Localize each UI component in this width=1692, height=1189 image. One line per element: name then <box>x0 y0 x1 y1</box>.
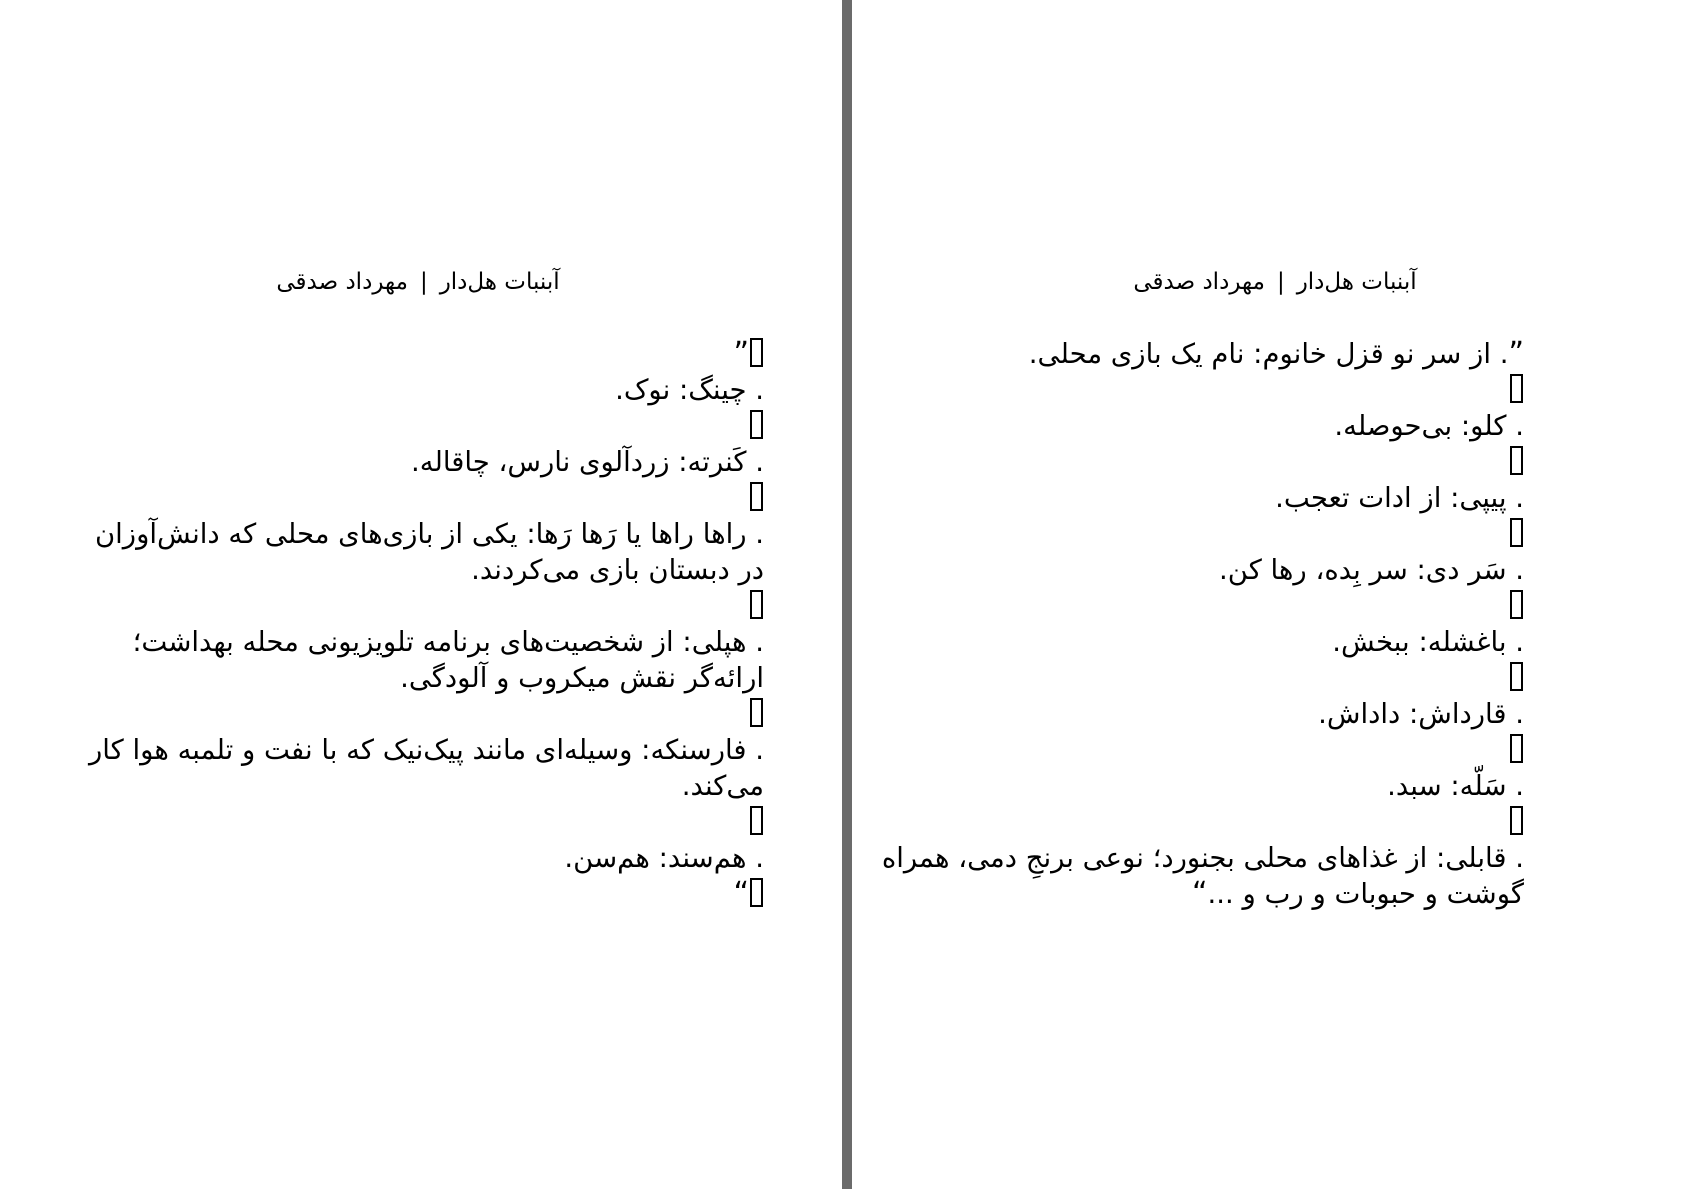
glossary-notes <box>74 336 764 912</box>
glossary-entry: . باغشله: ببخش. <box>1332 626 1524 658</box>
note-marker <box>1510 518 1523 547</box>
glossary-entry-last <box>834 840 1524 912</box>
note-marker-line <box>834 588 1524 624</box>
glossary-entry: . هپلی: از شخصیت‌های برنامه تلویزیونی محله بهداشت؛ ارائه‌گر نقش میکروب و آلودگی. <box>132 626 764 694</box>
glossary-entry: . راها راها یا رَها رَها: یکی از بازی‌های محلی که دانش‌آوزان در دبستان بازی می‌کردند. <box>94 518 764 586</box>
running-header <box>1122 268 1428 296</box>
note-marker <box>750 698 763 727</box>
note-marker <box>1510 806 1523 835</box>
right-page <box>852 0 1692 1189</box>
note-marker-line <box>74 876 764 912</box>
note-marker-line <box>74 696 764 732</box>
note-marker <box>750 410 763 439</box>
note-marker <box>750 878 763 907</box>
glossary-entry: . کَنرته: زردآلوی نارس، چاقاله. <box>410 446 764 478</box>
glossary-entry-first <box>834 336 1524 372</box>
note-marker <box>750 338 763 367</box>
glossary-entry: . سَلّه: سبد. <box>1387 770 1524 802</box>
note-marker-line <box>834 372 1524 408</box>
glossary-notes <box>834 336 1524 912</box>
note-marker-line <box>74 804 764 840</box>
note-marker <box>750 590 763 619</box>
note-marker-line <box>834 732 1524 768</box>
glossary-entry: . فارسنکه: وسیله‌ای مانند پیک‌نیک که با نفت و تلمبه هوا کار می‌کند. <box>88 734 764 802</box>
glossary-entry: . کلو: بی‌حوصله. <box>1334 410 1524 442</box>
note-marker <box>1510 446 1523 475</box>
note-marker <box>750 482 763 511</box>
note-marker <box>1510 374 1523 403</box>
author-name: مهرداد صدقی <box>276 269 408 295</box>
note-marker <box>1510 734 1523 763</box>
left-page <box>0 0 842 1189</box>
author-name: مهرداد صدقی <box>1133 269 1265 295</box>
note-marker-line <box>74 336 764 372</box>
note-marker <box>750 806 763 835</box>
glossary-entry: . از سر نو قزل خانوم: نام یک بازی محلی. <box>1028 338 1509 370</box>
book-title: آبنبات هل‌دار <box>439 269 560 295</box>
note-marker-line <box>74 408 764 444</box>
glossary-entry: . سَر دی: سر بِده، رها کن. <box>1219 554 1524 586</box>
note-marker <box>1510 662 1523 691</box>
glossary-entry: . قابلی: از غذاهای محلی بجنورد؛ نوعی برنجِ دمی، همراه گوشت و حبوبات و رب و ... <box>881 842 1524 910</box>
note-marker-line <box>834 516 1524 552</box>
book-title: آبنبات هل‌دار <box>1296 269 1417 295</box>
glossary-entry: . هم‌سند: هم‌سن. <box>564 842 764 874</box>
close-quote: “ <box>1192 876 1208 911</box>
close-quote: “ <box>733 876 749 911</box>
note-marker <box>1510 590 1523 619</box>
glossary-entry: . چینگ: نوک. <box>615 374 764 406</box>
note-marker-line <box>74 588 764 624</box>
note-marker-line <box>834 804 1524 840</box>
note-marker-line <box>74 480 764 516</box>
note-marker-line <box>834 660 1524 696</box>
header-separator: | <box>1276 269 1285 295</box>
header-separator: | <box>419 269 428 295</box>
glossary-entry: . قارداش: داداش. <box>1318 698 1524 730</box>
open-quote: ” <box>1508 336 1524 371</box>
note-marker-line <box>834 444 1524 480</box>
glossary-entry: . پیپی: از ادات تعجب. <box>1275 482 1524 514</box>
running-header <box>268 268 568 296</box>
open-quote: ” <box>733 336 749 371</box>
